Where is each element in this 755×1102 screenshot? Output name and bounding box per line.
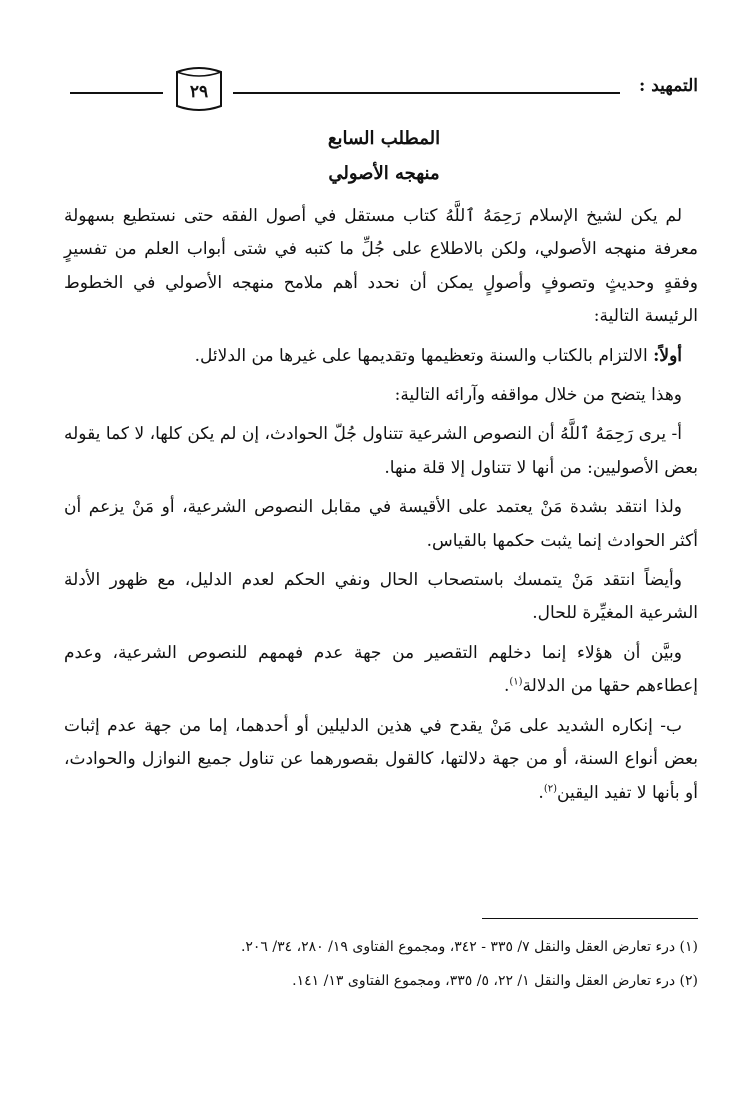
body-text [64, 200, 698, 810]
header-rule-right [233, 92, 620, 94]
taqsir-text: وبيَّن أن هؤلاء إنما دخلهم التقصير من جهة عدم فهمهم للنصوص الشرعية، وعدم إعطاءهم حقها من الدلالة [64, 642, 698, 697]
point-b-text: ب- إنكاره الشديد على مَنْ يقدح في هذين الدليلين أو أحدهما، إما من جهة عدم إثبات بعض أنواع السنة، أو من جهة دلالتها، كالقول بقصورهما عن تناول جميع النوازل والحوادث، أو بأنها لا تفيد اليقين [64, 715, 698, 803]
footnote-separator [482, 918, 698, 919]
paragraph-point-a: أ- يرى رَحِمَهُ ٱللَّهُ أن النصوص الشرعية تتناول جُلّ الحوادث، إن لم يكن كلها، لا كما يقوله بعض الأصوليين: من أنها لا تتناول إلا قلة منها. [64, 424, 698, 478]
first-point-text: الالتزام بالكتاب والسنة وتعظيمها وتقديمها على غيرها من الدلائل. [194, 345, 648, 366]
footnote-ref-1: (١) [509, 676, 523, 688]
paragraph-taqsir: وبيَّن أن هؤلاء إنما دخلهم التقصير من جهة عدم فهمهم للنصوص الشرعية، وعدم إعطاءهم حقها من الدلالة$^{(١)}$. [64, 642, 698, 697]
paragraph-point-b: ب- إنكاره الشديد على مَنْ يقدح في هذين الدليلين أو أحدهما، إما من جهة عدم إثبات بعض أنواع السنة، أو من جهة دلالتها، كالقول بقصورهما عن تناول جميع النوازل والحوادث، أو بأنها لا تفيد اليقين$^{(٢)}$. [64, 715, 698, 803]
page-number-frame [171, 62, 227, 114]
chapter-title: التمهيد : [639, 76, 698, 96]
section-subtitle: منهجه الأصولي [328, 163, 440, 184]
paragraph-istishab: وأيضاً انتقد مَنْ يتمسك باستصحاب الحال ونفي الحكم لعدم الدليل، مع ظهور الأدلة الشرعية المغيِّرة للحال. [64, 570, 698, 624]
paragraph-views-intro: وهذا يتضح من خلال مواقفه وآرائه التالية: [394, 385, 682, 406]
footnote-2: (٢) درء تعارض العقل والنقل ١/ ٢٢، ٥/ ٣٣٥، ومجموع الفتاوى ١٣/ ١٤١. [292, 973, 698, 989]
lead-label: أولاً: [653, 345, 682, 366]
section-heading: المطلب السابع [327, 128, 441, 149]
footnote-1: (١) درء تعارض العقل والنقل ٧/ ٣٣٥ - ٣٤٢، ومجموع الفتاوى ١٩/ ٢٨٠، ٣٤/ ٢٠٦. [240, 939, 698, 955]
header-rule-left [70, 92, 163, 94]
paragraph-first-point [64, 340, 698, 373]
footnotes [64, 930, 698, 998]
running-header [70, 60, 698, 118]
page-number: ٢٩ [189, 82, 209, 102]
paragraph-qiyas: ولذا انتقد بشدة مَنْ يعتمد على الأقيسة في مقابل النصوص الشرعية، أو مَنْ يزعم أن أكثر الحوادث إنما يثبت حكمها بالقياس. [64, 497, 698, 551]
paragraph-intro: لم يكن لشيخ الإسلام رَحِمَهُ ٱللَّهُ كتاب مستقل في أصول الفقه حتى نستطيع بسهولة معرفة منهجه الأصولي، ولكن بالاطلاع على جُلِّ ما كتبه في شتى أبواب العلم من تفسيرٍ وفقهٍ وحديثٍ وتصوفٍ وأصولٍ يمكن أن نحدد أهم ملامح منهجه الأصولي في الخطوط الرئيسة التالية: [64, 206, 698, 327]
footnote-ref-2: (٢) [543, 782, 557, 794]
